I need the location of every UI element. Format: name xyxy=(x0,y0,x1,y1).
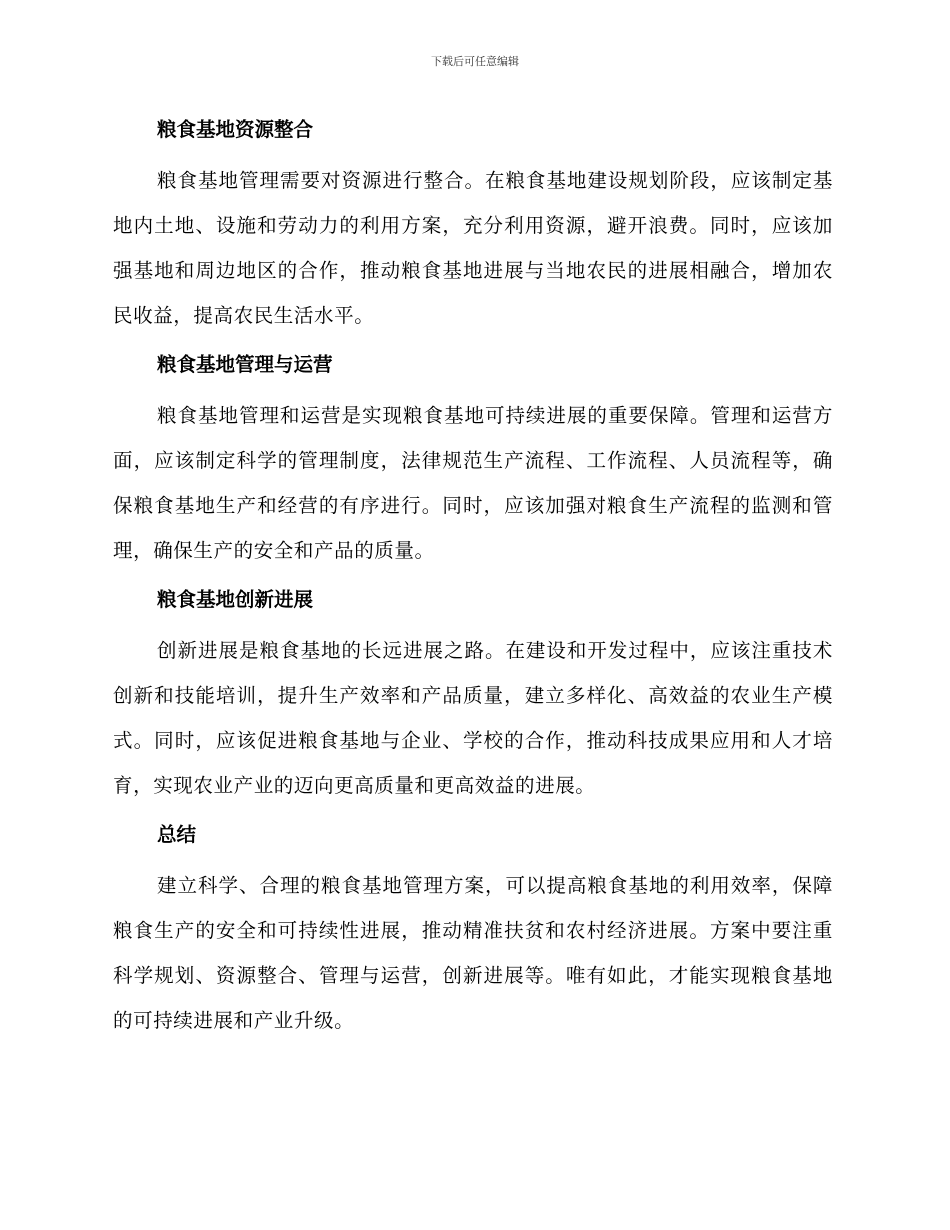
section-heading: 粮食基地管理与运营 xyxy=(157,353,333,376)
section-innovation-development xyxy=(113,580,833,808)
section-heading: 粮食基地资源整合 xyxy=(157,118,314,141)
section-paragraph: 粮食基地管理需要对资源进行整合。在粮食基地建设规划阶段，应该制定基地内土地、设施和劳动力的利用方案，充分利用资源，避开浪费。同时，应该加强基地和周边地区的合作，推动粮食基地进展与当地农民的进展相融合，增加农民收益，提高农民生活水平。 xyxy=(113,169,833,327)
section-summary xyxy=(113,815,833,1043)
section-heading: 粮食基地创新进展 xyxy=(157,588,314,611)
section-paragraph: 建立科学、合理的粮食基地管理方案，可以提高粮食基地的利用效率，保障粮食生产的安全和可持续性进展，推动精准扶贫和农村经济进展。方案中要注重科学规划、资源整合、管理与运营，创新进展等。唯有如此，才能实现粮食基地的可持续进展和产业升级。 xyxy=(113,874,833,1032)
section-paragraph: 粮食基地管理和运营是实现粮食基地可持续进展的重要保障。管理和运营方面，应该制定科学的管理制度，法律规范生产流程、工作流程、人员流程等，确保粮食基地生产和经营的有序进行。同时，应该加强对粮食生产流程的监测和管理，确保生产的安全和产品的质量。 xyxy=(113,404,833,562)
section-management-operation xyxy=(113,345,833,573)
section-paragraph: 创新进展是粮食基地的长远进展之路。在建设和开发过程中，应该注重技术创新和技能培训，提升生产效率和产品质量，建立多样化、高效益的农业生产模式。同时，应该促进粮食基地与企业、学校的合作，推动科技成果应用和人才培育，实现农业产业的迈向更高质量和更高效益的进展。 xyxy=(113,639,833,797)
page-header: 下载后可任意编辑 xyxy=(431,55,519,68)
document-body xyxy=(113,110,833,1050)
section-resource-integration xyxy=(113,110,833,338)
section-heading: 总结 xyxy=(157,823,197,846)
